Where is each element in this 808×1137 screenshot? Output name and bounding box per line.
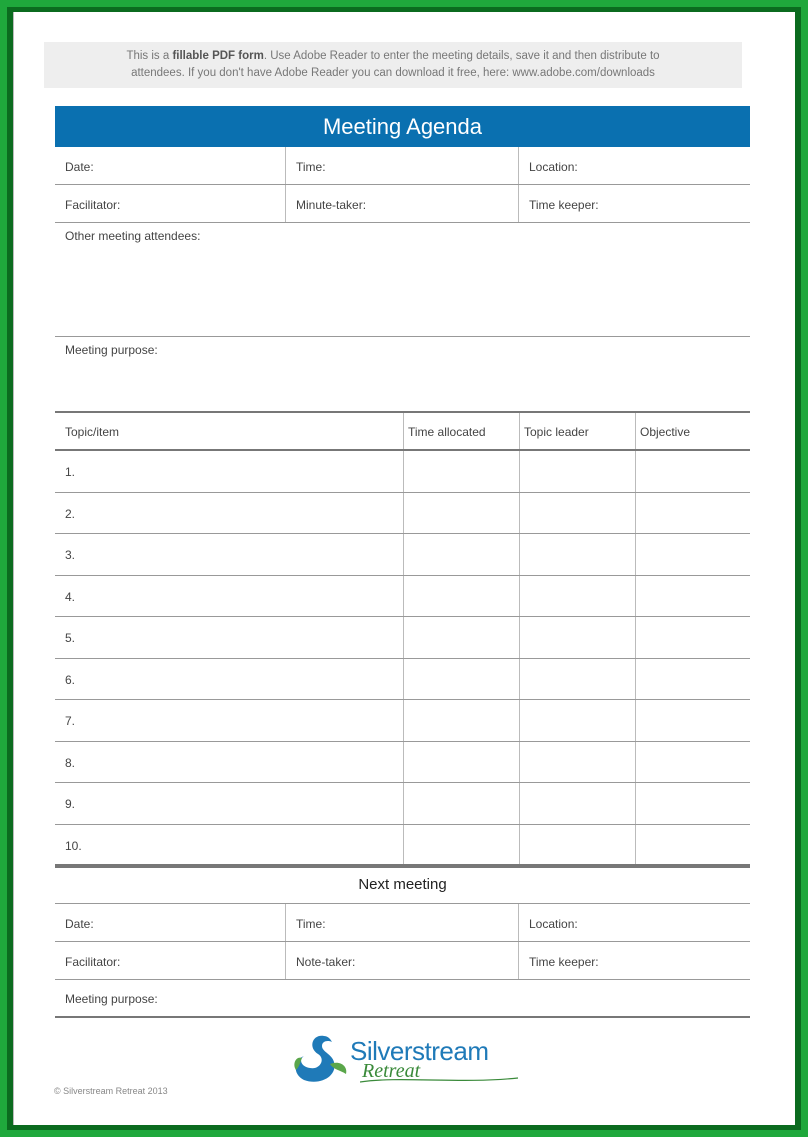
time-cell[interactable] — [403, 659, 519, 700]
logo-name: Silverstream — [350, 1036, 489, 1066]
objective-cell[interactable] — [635, 825, 750, 865]
time-cell[interactable] — [403, 700, 519, 741]
header-objective: Objective — [635, 413, 750, 449]
leader-cell[interactable] — [519, 700, 635, 741]
time-cell[interactable] — [403, 576, 519, 617]
table-row — [55, 617, 750, 659]
table-row — [55, 783, 750, 825]
fillable-notice — [44, 42, 742, 88]
topic-cell[interactable] — [55, 783, 403, 824]
details-row-1 — [55, 147, 750, 185]
next-facilitator-field[interactable]: Facilitator: — [65, 955, 121, 969]
row-number: 6. — [65, 672, 76, 687]
minute-taker-label: Minute-taker: — [296, 198, 367, 212]
time-cell[interactable] — [403, 825, 519, 865]
topic-cell[interactable] — [55, 825, 403, 865]
next-note-taker-field[interactable]: Note-taker: — [285, 942, 518, 979]
next-row-1 — [55, 904, 750, 942]
copyright: © Silverstream Retreat 2013 — [54, 1086, 168, 1096]
time-keeper-field[interactable] — [518, 185, 750, 222]
time-cell[interactable] — [403, 534, 519, 575]
time-field[interactable] — [285, 147, 518, 184]
minute-taker-field[interactable] — [285, 185, 518, 222]
time-cell[interactable] — [403, 493, 519, 534]
table-header-row — [55, 413, 750, 451]
purpose-field[interactable] — [55, 337, 750, 413]
row-number: 3. — [65, 548, 76, 562]
leader-cell[interactable] — [519, 783, 635, 824]
notice-line1: . Use Adobe Reader to enter the meeting details, save it and then distribute to — [263, 50, 660, 62]
notice-line2: attendees. If you don't have Adobe Reader you can download it free, here: www.adobe.com/downloads — [131, 67, 655, 79]
time-label: Time: — [296, 160, 326, 174]
next-date-field[interactable]: Date: — [65, 917, 94, 931]
next-time-keeper-field[interactable]: Time keeper: — [518, 942, 750, 979]
row-number: 8. — [65, 755, 76, 770]
date-field[interactable] — [55, 147, 285, 184]
leader-cell[interactable] — [519, 493, 635, 534]
next-title-row — [55, 866, 750, 904]
logo-underline — [360, 1074, 520, 1086]
location-field[interactable] — [518, 147, 750, 184]
time-cell[interactable] — [403, 742, 519, 783]
table-row — [55, 576, 750, 618]
time-cell[interactable] — [403, 783, 519, 824]
leader-cell[interactable] — [519, 825, 635, 865]
objective-cell[interactable] — [635, 700, 750, 741]
table-row — [55, 742, 750, 784]
date-label: Date: — [65, 160, 94, 174]
header-time-allocated: Time allocated — [403, 413, 519, 449]
next-row-2 — [55, 942, 750, 980]
objective-cell[interactable] — [635, 534, 750, 575]
next-purpose-field[interactable]: Meeting purpose: — [55, 980, 750, 1018]
topic-cell[interactable] — [55, 576, 403, 617]
leader-cell[interactable] — [519, 617, 635, 658]
table-row — [55, 700, 750, 742]
topic-cell[interactable] — [55, 451, 403, 492]
page-title: Meeting Agenda — [55, 106, 750, 147]
topic-cell[interactable] — [55, 493, 403, 534]
logo-subtitle: Retreat — [362, 1060, 421, 1082]
time-cell[interactable] — [403, 451, 519, 492]
swan-logo-icon — [290, 1030, 350, 1088]
header-topic: Topic/item — [65, 425, 120, 439]
row-number: 1. — [65, 465, 76, 479]
topic-cell[interactable] — [55, 742, 403, 783]
row-number: 10. — [65, 838, 82, 853]
leader-cell[interactable] — [519, 742, 635, 783]
attendees-field[interactable] — [55, 223, 750, 337]
row-number: 4. — [65, 589, 76, 604]
objective-cell[interactable] — [635, 659, 750, 700]
time-cell[interactable] — [403, 617, 519, 658]
table-row — [55, 825, 750, 867]
table-row — [55, 659, 750, 701]
facilitator-field[interactable] — [55, 185, 285, 222]
topic-cell[interactable] — [55, 700, 403, 741]
details-row-2 — [55, 185, 750, 223]
row-number: 2. — [65, 506, 76, 521]
next-meeting-title: Next meeting — [358, 876, 447, 893]
objective-cell[interactable] — [635, 617, 750, 658]
notice-prefix: This is a — [126, 50, 173, 62]
topic-cell[interactable] — [55, 617, 403, 658]
next-location-field[interactable]: Location: — [518, 904, 750, 941]
row-number: 5. — [65, 631, 76, 645]
silverstream-logo — [290, 1030, 530, 1090]
attendees-label: Other meeting attendees: — [65, 229, 201, 243]
objective-cell[interactable] — [635, 451, 750, 492]
objective-cell[interactable] — [635, 493, 750, 534]
objective-cell[interactable] — [635, 742, 750, 783]
location-label: Location: — [529, 160, 578, 174]
leader-cell[interactable] — [519, 451, 635, 492]
topic-cell[interactable] — [55, 534, 403, 575]
topic-cell[interactable] — [55, 659, 403, 700]
table-row — [55, 534, 750, 576]
notice-bold: fillable PDF form — [172, 50, 264, 62]
time-keeper-label: Time keeper: — [529, 198, 599, 212]
header-topic-leader: Topic leader — [519, 413, 635, 449]
table-row — [55, 493, 750, 535]
facilitator-label: Facilitator: — [65, 198, 121, 212]
leader-cell[interactable] — [519, 659, 635, 700]
row-number: 7. — [65, 714, 76, 728]
objective-cell[interactable] — [635, 783, 750, 824]
table-row — [55, 451, 750, 493]
leader-cell[interactable] — [519, 576, 635, 617]
next-time-field[interactable]: Time: — [285, 904, 518, 941]
leader-cell[interactable] — [519, 534, 635, 575]
row-number: 9. — [65, 797, 76, 811]
objective-cell[interactable] — [635, 576, 750, 617]
purpose-label: Meeting purpose: — [65, 343, 158, 357]
